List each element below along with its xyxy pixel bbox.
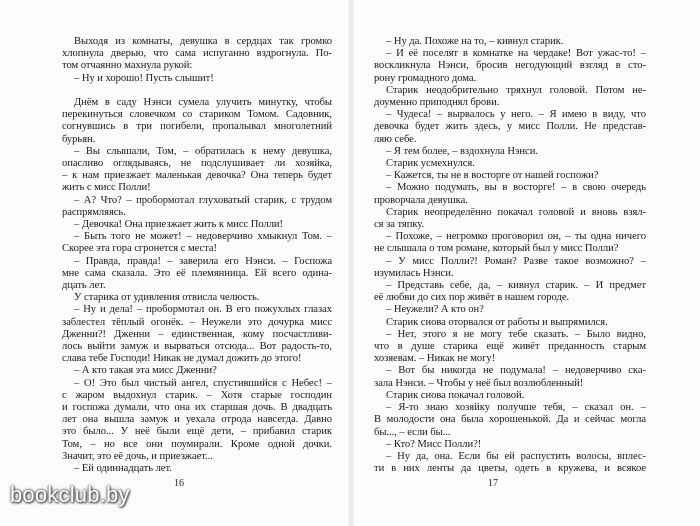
- text-line: Старик усмехнулся.: [386, 158, 475, 170]
- text-line: – Быть того не может! – недоверчиво хмыкнул Том. –: [74, 231, 332, 243]
- text-line: – А? Что? – пробормотал глуховатый старик, с трудом: [74, 194, 332, 206]
- left-page-text: [62, 36, 332, 475]
- text-line: – Ну и хорошо! Пусть слышит!: [74, 72, 214, 84]
- text-line: – Ну да, она. Если бы ей распустить волосы, вплес-: [386, 450, 646, 462]
- text-line: – Нет, этого я не могу тебе сказать. – Было видно,: [386, 328, 646, 340]
- text-line: – Ей одиннадцать лет.: [74, 463, 172, 475]
- text-line: – Ну да. Похоже на то, – кивнул старик.: [386, 36, 564, 47]
- text-line: – к нам приезжает маленькая девочка? Она теперь будет: [62, 170, 332, 182]
- text-line: хлопнула дверью, что сама испуганно вздрогнула. По-: [62, 48, 332, 60]
- text-line: – О! Это был чистый ангел, спустившийся с Небес! –: [74, 377, 332, 389]
- text-line: – Похоже, – негромко проговорил он, – ты одна ничего: [386, 231, 646, 243]
- text-line: Дженни?! Дженни – единственная, кому посчастливи-: [62, 328, 332, 340]
- text-line: рону громадного дома.: [374, 72, 477, 84]
- text-line: перекинуться словечком со стариком Томом. Садовник,: [62, 109, 332, 121]
- text-line: жить с мисс Полли!: [62, 182, 151, 194]
- text-line: У старика от удивления отвисла челюсть.: [74, 292, 260, 304]
- text-line: – Неужели? А кто он?: [386, 304, 484, 316]
- text-line: доуменно приподнял брови.: [374, 97, 500, 109]
- text-line: – Чудеса! – вырвалось у него. – Я имею в виду, что: [386, 109, 646, 121]
- text-line: – Кажется, ты не в восторге от нашей госпожи?: [386, 170, 599, 182]
- text-line: Выходя из комнаты, девушка в сердцах так громко: [74, 36, 332, 47]
- text-line: лось выйти замуж и вырваться отсюда... Вот радость-то,: [62, 341, 332, 353]
- right-page-text: [374, 36, 646, 475]
- text-line: что в душе старика ещё живёт преданность старым: [374, 341, 646, 353]
- text-line: Старик неопределённо покачал головой и вновь взял-: [386, 206, 646, 218]
- text-line: дцать лет.: [62, 280, 106, 292]
- text-line: – Представь себе, да, – кивнул старик. – И предмет: [386, 280, 646, 292]
- watermark-logo: bookclub.by: [10, 482, 130, 507]
- text-line: воскликнула Нэнси, бросив негодующий взгляд в сто-: [374, 60, 646, 72]
- text-line: – А кто такая эта мисс Дженни?: [74, 365, 217, 377]
- text-line: бы..., – если бы...: [374, 426, 451, 438]
- text-line: хозяевам. – Никак не могу!: [374, 353, 496, 365]
- text-line: – Я-то знаю хозяйку получше тебя, – сказал он. –: [386, 402, 646, 414]
- text-line: Старик снова оторвался от работы и выпрямился.: [386, 316, 608, 328]
- text-line: – Правда, правда! – заверила его Нэнси. – Госпожа: [74, 255, 332, 267]
- text-line: ся за тяпку.: [374, 219, 425, 231]
- text-line: том отчаянно махнула рукой:: [62, 60, 193, 72]
- text-line: Старик неодобрительно тряхнул головой. Потом не-: [386, 84, 646, 96]
- text-line: ти в них ленты да цветы, одеть в кружева, и всякое: [374, 463, 646, 475]
- text-line: зала Нэнси. – Чтобы у неё был возлюбленный!: [374, 377, 584, 389]
- text-line: согнувшись в три погибели, пропалывал многолетний: [62, 121, 332, 133]
- page-number-right: 17: [488, 478, 498, 489]
- page-number-left: 16: [174, 478, 184, 489]
- text-line: Днём в саду Нэнси сумела улучить минутку, чтобы: [74, 97, 332, 108]
- text-line: – Ну и дела! – пробормотал он. В его пожухлых глазах: [74, 304, 332, 316]
- text-line: Значит, это её дочь, и приезжает...: [62, 450, 213, 462]
- text-line: – И её поселят в комнатке на чердаке! Вот ужас-то! –: [386, 48, 646, 60]
- text-line: её любви до сих пор живёт в нашем городе.: [374, 292, 570, 304]
- text-line: не слышала о том романе, который был у мисс Полли?: [374, 243, 619, 255]
- paragraph-gap: [62, 85, 332, 97]
- text-line: – У мисс Полли?! Роман? Разве такое возможно? –: [386, 255, 646, 267]
- text-line: Том, – но все они поумирали. Кроме одной дочки.: [62, 438, 332, 450]
- page-gutter: [348, 0, 354, 526]
- text-line: ляю себе.: [374, 133, 417, 145]
- text-line: – Вот бы никогда не подумала! – недоверчиво ска-: [386, 365, 646, 377]
- text-line: слава тебе Господи! Никак не думал дожить до этого!: [62, 353, 302, 365]
- text-line: лет она вышла замуж и уехала отрода навсегда. Давно: [62, 414, 332, 426]
- text-line: это было... У неё были ещё дети, – прибавил старик: [62, 426, 332, 438]
- text-line: заблестел тёплый огонёк. – Неужели это дочурка мисс: [62, 316, 332, 328]
- text-line: Старик снова покачал головой.: [386, 389, 525, 401]
- text-line: мне сама сказала. Это её племянница. Ей всего одина-: [62, 267, 332, 279]
- text-line: – Я тем более, – вздохнула Нэнси.: [386, 145, 538, 157]
- text-line: – Можно подумать, вы в восторге! – в свою очередь: [386, 182, 646, 194]
- text-line: с жаром выдохнул старик. – Хотя старые господин: [62, 389, 332, 401]
- text-line: проворчала девушка.: [374, 194, 468, 206]
- text-line: распрямляясь.: [62, 206, 126, 218]
- text-line: В молодости она была хорошенькой. Да и сейчас могла: [374, 414, 646, 426]
- text-line: изумилась Нэнси.: [374, 267, 454, 279]
- text-line: бурьян.: [62, 133, 96, 145]
- text-line: девочка будет жить здесь, у мисс Полли. Не представ-: [374, 121, 646, 133]
- text-line: опасливо оглядываясь, не подслушивает ли хозяйка,: [62, 158, 332, 170]
- text-line: и госпожа думали, что она их старшая дочь. В двадцать: [62, 402, 332, 414]
- text-line: – Девочка! Она приезжает жить к мисс Полли!: [74, 219, 284, 231]
- text-line: – Кто? Мисс Полли?!: [386, 438, 482, 450]
- text-line: – Вы слышали, Том, – обратилась к нему девушка,: [74, 145, 332, 157]
- text-line: Скорее эта гора сгронется с места!: [62, 243, 218, 255]
